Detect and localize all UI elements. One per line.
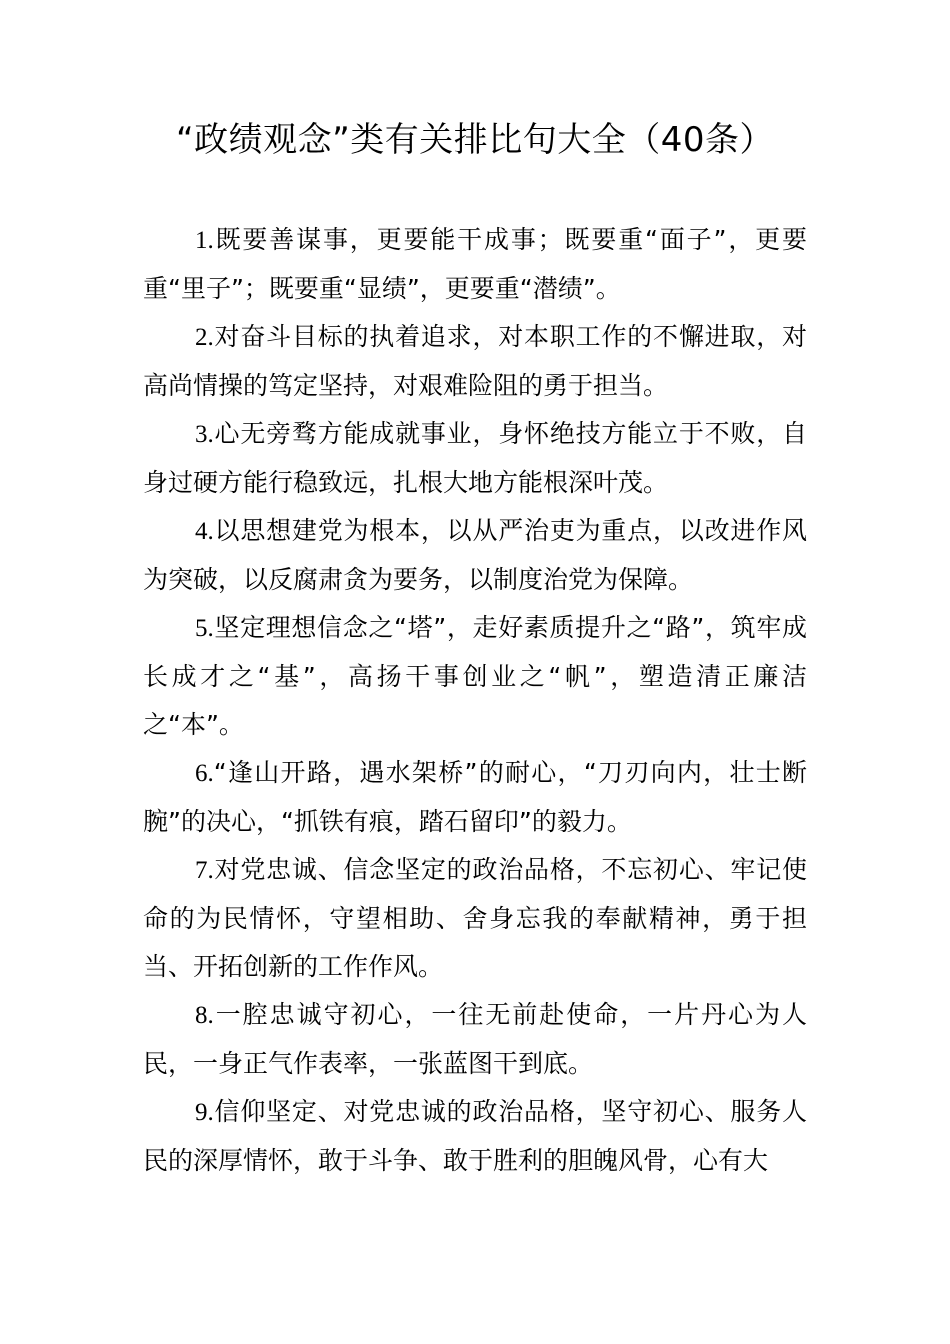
paragraph-number: 9. xyxy=(195,1099,214,1126)
paragraph-number: 1. xyxy=(195,227,214,254)
paragraph-text: 信仰坚定、对党忠诚的政治品格，坚守初心、服务人民的深厚情怀，敢于斗争、敢于胜利的胆魄风骨，心有大 xyxy=(143,1097,807,1175)
paragraph-7 xyxy=(143,846,807,991)
paragraph-text: 坚定理想信念之“塔”，走好素质提升之“路”，筑牢成长成才之“基”，高扬干事创业之“帆”，塑造清正廉洁之“本”。 xyxy=(143,613,807,739)
paragraph-number: 8. xyxy=(195,1002,214,1029)
document-title: “政绩观念”类有关排比句大全（40条） xyxy=(176,120,774,160)
paragraph-8 xyxy=(143,991,807,1088)
paragraph-6 xyxy=(143,749,807,846)
paragraph-text: 对党忠诚、信念坚定的政治品格，不忘初心、牢记使命的为民情怀，守望相助、舍身忘我的奉献精神，勇于担当、开拓创新的工作作风。 xyxy=(143,855,807,981)
paragraph-4 xyxy=(143,507,807,604)
paragraph-text: 既要善谋事，更要能干成事；既要重“面子”，更要重“里子”；既要重“显绩”，更要重“潜绩”。 xyxy=(143,225,807,303)
paragraph-text: 以思想建党为根本，以从严治吏为重点，以改进作风为突破，以反腐肃贪为要务，以制度治党为保障。 xyxy=(143,516,807,594)
paragraph-5 xyxy=(143,604,807,749)
paragraph-9 xyxy=(143,1088,807,1185)
paragraph-number: 5. xyxy=(195,615,214,642)
paragraph-text: 一腔忠诚守初心，一往无前赴使命，一片丹心为人民，一身正气作表率，一张蓝图干到底。 xyxy=(143,1000,807,1078)
paragraph-3 xyxy=(143,410,807,507)
paragraph-text: “逢山开路，遇水架桥”的耐心，“刀刃向内，壮士断腕”的决心，“抓铁有痕，踏石留印”的毅力。 xyxy=(143,758,807,836)
paragraph-number: 2. xyxy=(195,324,214,351)
paragraph-1 xyxy=(143,216,807,313)
paragraph-text: 对奋斗目标的执着追求，对本职工作的不懈进取，对高尚情操的笃定坚持，对艰难险阻的勇于担当。 xyxy=(143,322,807,400)
paragraph-text: 心无旁骛方能成就事业，身怀绝技方能立于不败，自身过硬方能行稳致远，扎根大地方能根深叶茂。 xyxy=(143,419,807,497)
paragraph-number: 3. xyxy=(195,421,214,448)
paragraph-number: 4. xyxy=(195,518,214,545)
paragraph-number: 6. xyxy=(195,760,214,787)
paragraph-2 xyxy=(143,313,807,410)
paragraph-number: 7. xyxy=(195,857,214,884)
document-body xyxy=(143,216,807,1185)
